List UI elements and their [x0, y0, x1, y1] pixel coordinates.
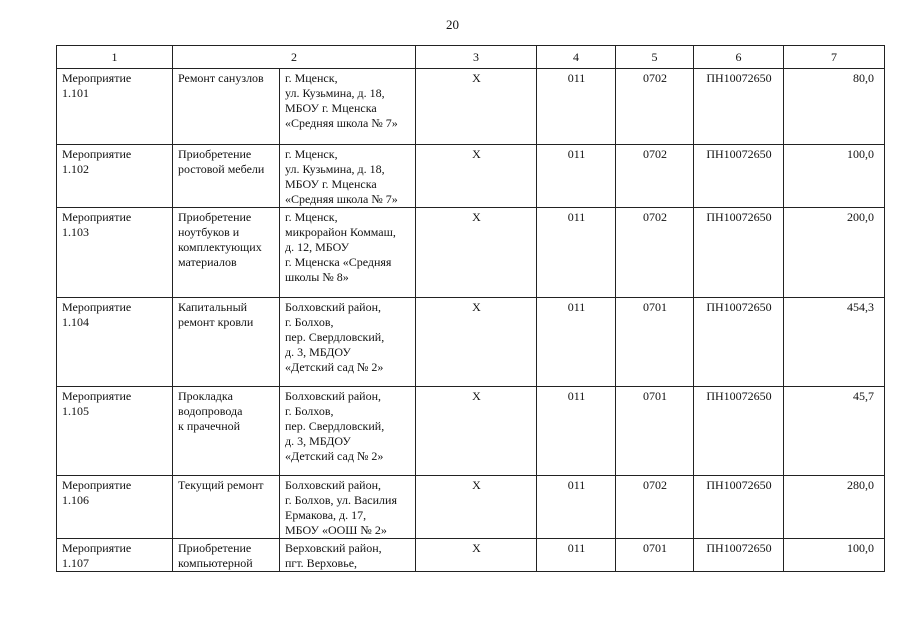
- name-cell: Приобретение ноутбуков и комплектующих материалов: [173, 208, 280, 298]
- col4-cell: 011: [537, 208, 616, 298]
- address-cell: г. Мценск, микрорайон Коммаш, д. 12, МБОУ г. Мценска «Средняя школы № 8»: [280, 208, 416, 298]
- event-cell: Мероприятие 1.102: [57, 145, 173, 208]
- col7-cell: 100,0: [784, 539, 885, 572]
- col3-cell: X: [416, 69, 537, 145]
- col4-cell: 011: [537, 539, 616, 572]
- col3-cell: X: [416, 208, 537, 298]
- table-row: [57, 145, 885, 208]
- col5-cell: 0702: [616, 145, 694, 208]
- col6-cell: ПН10072650: [694, 145, 784, 208]
- table-row: [57, 69, 885, 145]
- col7-cell: 454,3: [784, 298, 885, 387]
- col3-cell: X: [416, 387, 537, 476]
- col5-cell: 0701: [616, 298, 694, 387]
- page-number: 20: [446, 17, 459, 32]
- col7-cell: 100,0: [784, 145, 885, 208]
- name-cell: Ремонт санузлов: [173, 69, 280, 145]
- col5-cell: 0702: [616, 476, 694, 539]
- col7-cell: 45,7: [784, 387, 885, 476]
- address-cell: г. Мценск, ул. Кузьмина, д. 18, МБОУ г. Мценска «Средняя школа № 7»: [280, 69, 416, 145]
- budget-table: [56, 45, 885, 572]
- event-cell: Мероприятие 1.104: [57, 298, 173, 387]
- col4-cell: 011: [537, 476, 616, 539]
- name-cell: Текущий ремонт: [173, 476, 280, 539]
- address-cell: Верховский район, пгт. Верховье,: [280, 539, 416, 572]
- name-cell: Прокладка водопровода к прачечной: [173, 387, 280, 476]
- col5-cell: 0702: [616, 208, 694, 298]
- col7-cell: 80,0: [784, 69, 885, 145]
- col6-cell: ПН10072650: [694, 476, 784, 539]
- table-row: [57, 476, 885, 539]
- address-cell: Болховский район, г. Болхов, ул. Василия Ермакова, д. 17, МБОУ «ООШ № 2»: [280, 476, 416, 539]
- col5-cell: 0702: [616, 69, 694, 145]
- table-row: [57, 208, 885, 298]
- col4-cell: 011: [537, 387, 616, 476]
- col4-cell: 011: [537, 298, 616, 387]
- column-header: 1: [57, 46, 173, 69]
- event-cell: Мероприятие 1.106: [57, 476, 173, 539]
- col7-cell: 200,0: [784, 208, 885, 298]
- col6-cell: ПН10072650: [694, 387, 784, 476]
- table-header-row: [57, 46, 885, 69]
- column-header: 6: [694, 46, 784, 69]
- column-header: 4: [537, 46, 616, 69]
- address-cell: Болховский район, г. Болхов, пер. Свердловский, д. 3, МБДОУ «Детский сад № 2»: [280, 298, 416, 387]
- event-cell: Мероприятие 1.103: [57, 208, 173, 298]
- name-cell: Капитальный ремонт кровли: [173, 298, 280, 387]
- col5-cell: 0701: [616, 387, 694, 476]
- event-cell: Мероприятие 1.101: [57, 69, 173, 145]
- table-row: [57, 298, 885, 387]
- col6-cell: ПН10072650: [694, 298, 784, 387]
- col3-cell: X: [416, 145, 537, 208]
- col4-cell: 011: [537, 145, 616, 208]
- table-row: [57, 387, 885, 476]
- col6-cell: ПН10072650: [694, 208, 784, 298]
- column-header: 2: [173, 46, 416, 69]
- column-header: 7: [784, 46, 885, 69]
- col6-cell: ПН10072650: [694, 69, 784, 145]
- col3-cell: X: [416, 539, 537, 572]
- col4-cell: 011: [537, 69, 616, 145]
- col5-cell: 0701: [616, 539, 694, 572]
- col3-cell: X: [416, 298, 537, 387]
- name-cell: Приобретение компьютерной: [173, 539, 280, 572]
- name-cell: Приобретение ростовой мебели: [173, 145, 280, 208]
- table-row: [57, 539, 885, 572]
- event-cell: Мероприятие 1.105: [57, 387, 173, 476]
- address-cell: г. Мценск, ул. Кузьмина, д. 18, МБОУ г. Мценска «Средняя школа № 7»: [280, 145, 416, 208]
- column-header: 3: [416, 46, 537, 69]
- col6-cell: ПН10072650: [694, 539, 784, 572]
- col3-cell: X: [416, 476, 537, 539]
- address-cell: Болховский район, г. Болхов, пер. Свердловский, д. 3, МБДОУ «Детский сад № 2»: [280, 387, 416, 476]
- column-header: 5: [616, 46, 694, 69]
- event-cell: Мероприятие 1.107: [57, 539, 173, 572]
- col7-cell: 280,0: [784, 476, 885, 539]
